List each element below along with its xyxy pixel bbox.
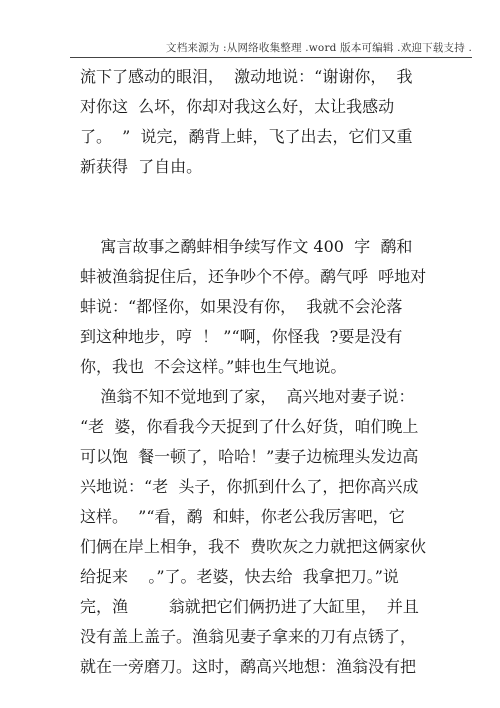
paragraph-line: 了。 ” 说完，鹬背上蚌，飞了出去，它们又重 [80, 127, 413, 146]
paragraph-line: 完，渔 翁就把它们俩扔进了大缸里， 并且 [80, 597, 419, 616]
header-rule [70, 57, 472, 58]
paragraph-line: 给捉来 。”了。老婆，快去给 我拿把刀。”说 [80, 567, 399, 586]
paragraph-line: 寓言故事之鹬蚌相争续写作文 400 字 鹬和 [80, 237, 413, 256]
paragraph-line: 蚌说：“都怪你，如果没有你， 我就不会沦落 [80, 297, 403, 316]
paragraph-line: 兴地说：“老 头子，你抓到什么了，把你高兴成 [80, 477, 419, 496]
paragraph-line: 到这种地步，哼 ！ ”“啊，你怪我 ?要是没有 [80, 327, 403, 346]
document-header: 文档来源为 :从网络收集整理 .word 版本可编辑 .欢迎下载支持 . [166, 42, 472, 54]
paragraph-2 [80, 232, 425, 382]
paragraph-1 [80, 62, 425, 182]
paragraph-line: 对你这 么坏，你却对我这么好，太让我感动 [80, 97, 395, 116]
paragraph-3 [80, 382, 425, 682]
paragraph-line: 蚌被渔翁捉住后，还争吵个不停。鹬气呼 呼地对 [80, 267, 427, 286]
paragraph-line: 这样。 ”“看，鹬 和蚌，你老公我厉害吧，它 [80, 507, 405, 526]
paragraph-line: 渔翁不知不觉地到了家， 高兴地对妻子说： [80, 387, 415, 406]
paragraph-line: “老 婆，你看我今天捉到了什么好货，咱们晚上 [80, 417, 419, 436]
paragraph-line: 新获得 了自由。 [80, 157, 203, 176]
paragraph-line: 可以饱 餐一顿了，哈哈！”妻子边梳理头发边高 [80, 447, 419, 466]
paragraph-line: 没有盖上盖子。渔翁见妻子拿来的刀有点锈了， [80, 627, 417, 646]
paragraph-line: 你，我也 不会这样。”蚌也生气地说。 [80, 357, 347, 376]
paragraph-line: 们俩在岸上相争，我不 费吹灰之力就把这俩家伙 [80, 537, 427, 556]
paragraph-line: 就在一旁磨刀。这时，鹬高兴地想：渔翁没有把 [80, 657, 417, 676]
paragraph-line: 流下了感动的眼泪， 激动地说：“谢谢你， 我 [80, 67, 413, 86]
